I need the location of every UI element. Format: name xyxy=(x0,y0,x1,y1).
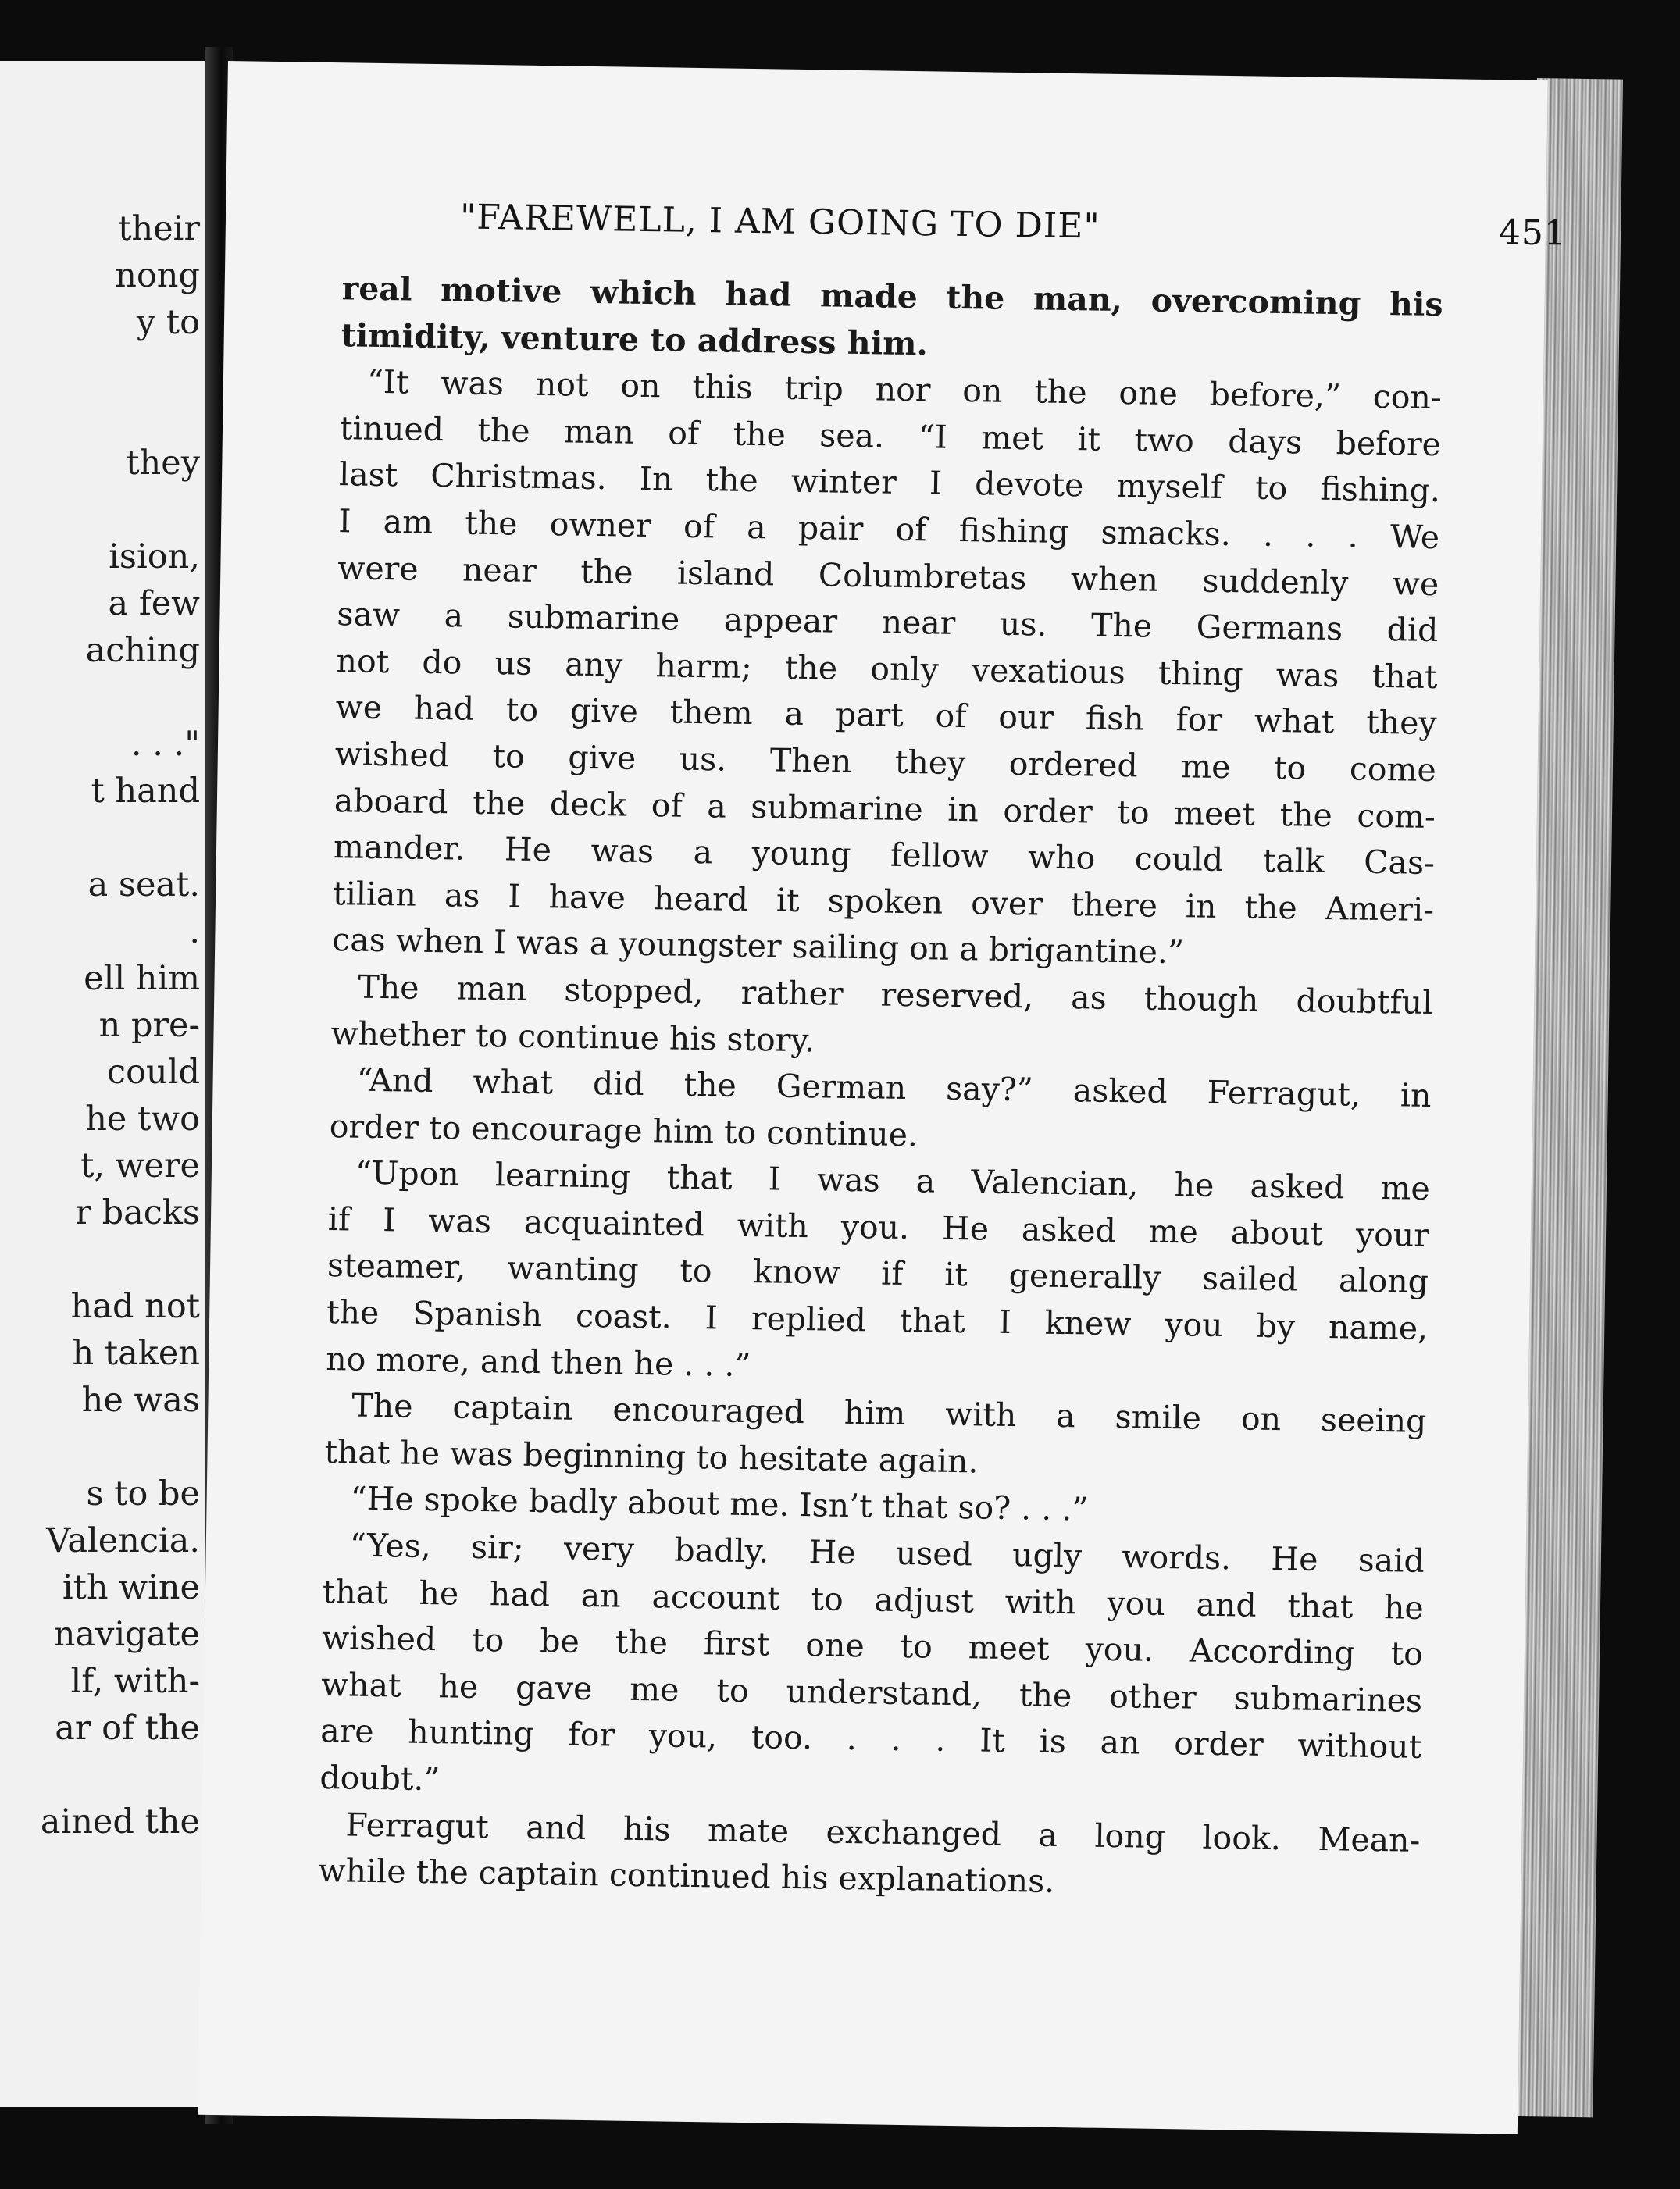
text-line: whether to continue his story. xyxy=(330,1014,815,1059)
text-line: “It was not on this trip nor on the one before,” con- xyxy=(366,362,1443,417)
text-line: while the captain continued his explanations. xyxy=(318,1852,1055,1901)
text-line: were near the island Columbretas when suddenly we xyxy=(337,548,1439,603)
text-line: timidity, venture to address him. xyxy=(341,316,929,362)
text-line: cas when I was a youngster sailing on a brigantine.” xyxy=(331,921,1185,972)
left-page-line: a few xyxy=(108,584,200,623)
text-line: The man stopped, rather reserved, as though doubtful xyxy=(358,968,1433,1021)
left-page-line: ith wine xyxy=(62,1568,200,1607)
left-page-line: n pre- xyxy=(98,1006,200,1045)
text-line: are hunting for you, too. . . . It is an order without xyxy=(319,1712,1422,1767)
text-line: “And what did the German say?” asked Ferragut, in xyxy=(356,1061,1432,1115)
left-page-line: he was xyxy=(81,1381,200,1420)
left-page-line: Valencia. xyxy=(46,1521,200,1560)
text-line: order to encourage him to continue. xyxy=(329,1107,918,1153)
left-page-line: their xyxy=(118,209,200,248)
left-page-line: . . ." xyxy=(130,725,200,764)
text-line: last Christmas. In the winter I devote myself to fishing. xyxy=(338,455,1441,510)
text-line: Ferragut and his mate exchanged a long look. Mean- xyxy=(345,1806,1421,1859)
left-page-line: t hand xyxy=(91,772,200,811)
left-page-line: s to be xyxy=(86,1474,200,1513)
running-head xyxy=(459,197,1568,254)
page-number: 451 xyxy=(1498,212,1568,254)
text-line: wished to give us. Then they ordered me to come xyxy=(334,735,1437,789)
text-line: mander. He was a young fellow who could talk Cas- xyxy=(333,828,1436,882)
left-page-line: ell him xyxy=(84,959,200,998)
left-page-line: r backs xyxy=(75,1193,200,1232)
left-page-line: aching xyxy=(85,631,200,670)
left-page-line: h taken xyxy=(72,1334,200,1373)
text-line: I am the owner of a pair of fishing smacks. . . . We xyxy=(337,502,1440,557)
right-page xyxy=(198,61,1568,2134)
text-line: “He spoke badly about me. Isn’t that so? . . .” xyxy=(350,1479,1089,1528)
text-line: not do us any harm; the only vexatious thing was that xyxy=(336,641,1438,696)
text-line: what he gave me to understand, the other submarines xyxy=(320,1665,1423,1720)
text-line: The captain encouraged him with a smile on seeing xyxy=(351,1386,1427,1441)
left-page-line: they xyxy=(126,444,200,483)
text-line: that he was beginning to hesitate again. xyxy=(324,1432,979,1481)
left-page-line: ained the xyxy=(40,1802,200,1841)
text-line: steamer, wanting to know if it generally sailed along xyxy=(326,1246,1429,1301)
left-page-line: a seat. xyxy=(87,865,200,904)
text-line: tilian as I have heard it spoken over there in the Ameri- xyxy=(332,874,1435,929)
text-line: the Spanish coast. I replied that I knew you by name, xyxy=(326,1293,1429,1348)
text-line: doubt.” xyxy=(319,1758,441,1799)
left-page-line: navigate xyxy=(53,1615,200,1654)
text-line: tinued the man of the sea. “I met it two days before xyxy=(339,408,1442,463)
text-line: wished to be the first one to meet you. According to xyxy=(321,1619,1424,1674)
text-line: if I was acquainted with you. He asked me about your xyxy=(327,1200,1430,1254)
text-line: “Upon learning that I was a Valencian, he asked me xyxy=(355,1153,1431,1208)
left-page-line: y to xyxy=(136,303,200,342)
left-page-line: ar of the xyxy=(55,1709,200,1748)
left-page-line: . xyxy=(189,912,200,951)
text-line: real motive which had made the man, overcoming his xyxy=(341,269,1443,324)
text-line: no more, and then he . . .” xyxy=(326,1339,751,1384)
page-body-text xyxy=(318,266,1443,1910)
left-page-line: nong xyxy=(115,256,200,295)
text-line: saw a submarine appear near us. The Germans did xyxy=(337,595,1439,650)
left-page-line: he two xyxy=(85,1100,200,1139)
left-page-line: lf, with- xyxy=(70,1662,200,1701)
left-page-line: t, were xyxy=(80,1146,200,1185)
text-line: aboard the deck of a submarine in order to meet the com- xyxy=(334,781,1436,836)
left-page-line: could xyxy=(107,1053,200,1092)
left-facing-page xyxy=(0,61,209,2107)
text-line: “Yes, sir; very badly. He used ugly words. He said xyxy=(349,1526,1425,1580)
left-page-line: ision, xyxy=(109,537,200,576)
left-page-line: had not xyxy=(70,1287,200,1326)
running-head-title: "FAREWELL, I AM GOING TO DIE" xyxy=(459,197,1100,247)
text-line: that he had an account to adjust with you and that he xyxy=(322,1572,1425,1627)
text-line: we had to give them a part of our fish for what they xyxy=(335,688,1437,743)
